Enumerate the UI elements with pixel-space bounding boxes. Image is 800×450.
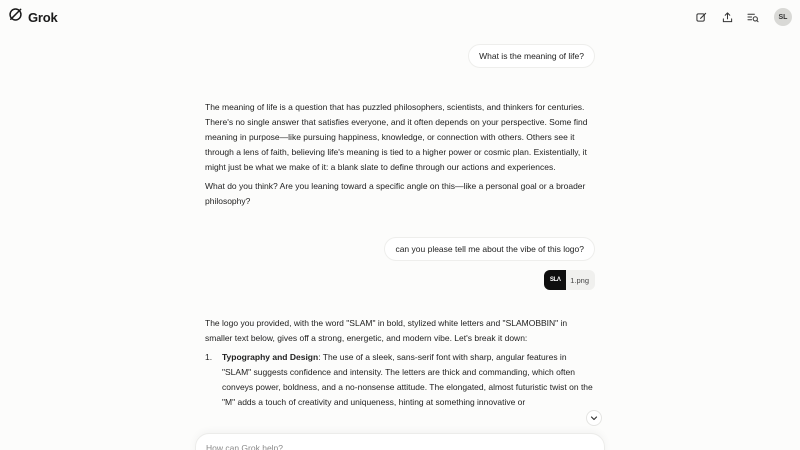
assistant-paragraph: The logo you provided, with the word "SLAM" in bold, stylized white letters and "SLAMOBBIN" in smaller text below, gives off a strong, energetic, and modern vibe. Let's break it down:: [205, 318, 568, 344]
attachment-chip[interactable]: [544, 270, 595, 290]
assistant-message: [205, 316, 595, 410]
assistant-paragraph: What do you think? Are you leaning toward a specific angle on this—like a personal goal or a broader philosophy?: [205, 181, 586, 207]
share-icon[interactable]: [718, 8, 736, 26]
top-bar: [0, 0, 800, 34]
message-composer: [195, 433, 605, 450]
assistant-list: [205, 350, 595, 410]
scroll-to-bottom-button[interactable]: [586, 410, 602, 426]
brand-logo[interactable]: [8, 7, 58, 27]
conversation: [205, 44, 595, 410]
grok-logo-icon: [8, 7, 23, 27]
user-message-bubble: What is the meaning of life?: [468, 44, 595, 68]
list-item-text: [219, 350, 595, 410]
user-message-bubble: can you please tell me about the vibe of this logo?: [384, 237, 595, 261]
list-item-title: Typography and Design: [222, 352, 319, 363]
brand-name: Grok: [28, 9, 58, 25]
attachment-thumbnail: SLΛ: [544, 270, 566, 290]
new-chat-icon[interactable]: [692, 8, 710, 26]
assistant-message: [205, 100, 595, 209]
chevron-down-icon: [590, 409, 598, 427]
attachment: [205, 270, 595, 290]
user-message: [205, 44, 595, 68]
assistant-paragraph: The meaning of life is a question that has puzzled philosophers, scientists, and thinkers for centuries. There's no single answer that satisfies everyone, and it often depends on your perspective. Some find meaning in purpose—like pursuing happiness, knowledge, or connection with others. Others see it through a lens of faith, believing life's meaning is tied to a higher power or cosmic plan. Existentially, it might just be what we make of it: a blank slate to define through our actions and experiences.: [205, 102, 588, 173]
avatar[interactable]: SL: [774, 8, 792, 26]
history-icon[interactable]: [744, 8, 762, 26]
attachment-filename: 1.png: [570, 275, 589, 285]
list-item: [205, 350, 595, 410]
list-item-body: : The use of a sleek, sans-serif font with sharp, angular features in "SLAM" suggests confidence and intensity. The letters are thick and commanding, which often conveys power, boldness, and a no-nonsense attitude. The elongated, almost futuristic twist on the "M" adds a touch of creativity and uniqueness, hinting at something innovative or: [222, 352, 593, 408]
message-input[interactable]: [196, 434, 604, 450]
user-message: [205, 237, 595, 261]
list-item-number: 1.: [205, 352, 213, 363]
